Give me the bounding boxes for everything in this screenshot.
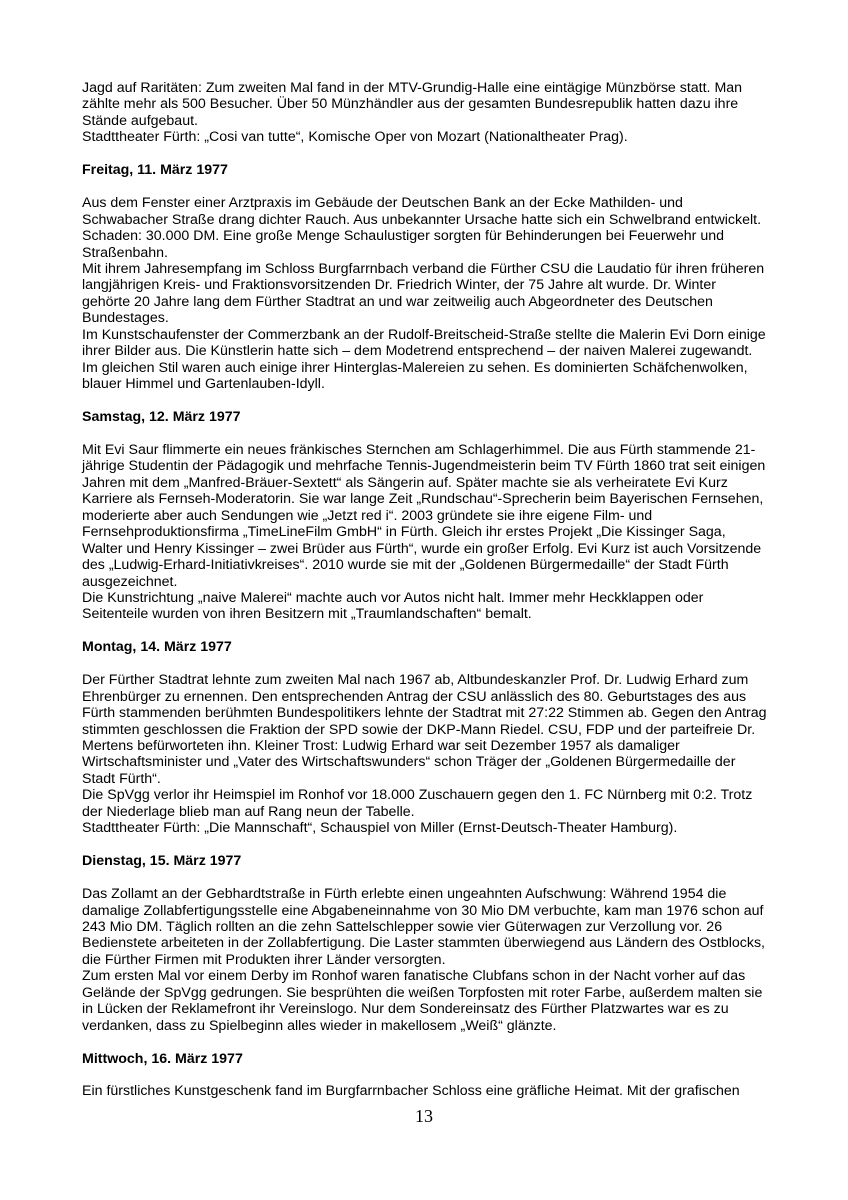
section-heading-samstag-12-maerz-1977: Samstag, 12. März 1977	[82, 409, 241, 426]
paragraph-kunstgeschenk: Ein fürstliches Kunstgeschenk fand im Burgfarrnbacher Schloss eine gräfliche Heimat. Mit der grafischen	[82, 1083, 740, 1100]
paragraph-clubfans-derby: Zum ersten Mal vor einem Derby im Ronhof waren fanatische Clubfans schon in der Nacht vorher auf das Gelände der SpVgg gedrungen. Sie besprühten die weißen Torpfosten mit roter Farbe, außerdem malten sie in Lücken der Reklamefront ihr Vereinslogo. Nur dem Sondereinsatz des Fürther Platzwartes war es zu verdanken, dass zu Spielbeginn alles wieder in makellosem „Weiß“ glänzte.	[82, 968, 763, 1034]
document-content	[82, 80, 768, 1100]
section-heading-freitag-11-maerz-1977: Freitag, 11. März 1977	[82, 162, 228, 179]
paragraph-jahresempfang-csu: Mit ihrem Jahresempfang im Schloss Burgfarrnbach verband die Fürther CSU die Laudatio für ihren früheren langjährigen Kreis- und Fraktionsvorsitzenden Dr. Friedrich Winter, der 75 Jahre alt wurde. Dr. Winter gehörte 20 Jahre lang dem Fürther Stadtrat an und war zeitweilig auch Abgeordneter des Deutschen Bundestages.	[82, 260, 765, 327]
paragraph-stadtrat-erhard: Der Fürther Stadtrat lehnte zum zweiten Mal nach 1967 ab, Altbundeskanzler Prof. Dr. Ludwig Erhard zum Ehrenbürger zu ernennen. Den entsprechenden Antrag der CSU anlässlich des 80. Geburtstages des aus Fürth stammenden berühmten Bundespolitikers lehnte der Stadtrat mit 27:22 Stimmen ab. Gegen den Antrag stimmten geschlossen die Fraktion der SPD sowie der DKP-Mann Riedel. CSU, FDP und der parteifreie Dr. Mertens befürworteten ihn. Kleiner Trost: Ludwig Erhard war seit Dezember 1957 als damaliger Wirtschaftsminister und „Vater des Wirtschaftswunders“ schon Träger der „Goldenen Bürgermedaille der Stadt Fürth“.	[82, 672, 767, 787]
paragraph-kunstschaufenster: Im Kunstschaufenster der Commerzbank an der Rudolf-Breitscheid-Straße stellte die Malerin Evi Dorn einige ihrer Bilder aus. Die Künstlerin hatte sich – dem Modetrend entsprechend – der naiven Malerei zugewandt. Im gleichen Stil waren auch einige ihrer Hinterglas-Malereien zu sehen. Es dominierten Schäfchenwolken, blauer Himmel und Gartenlauben-Idyll.	[82, 326, 766, 393]
paragraph-naive-malerei-autos: Die Kunstrichtung „naive Malerei“ machte auch vor Autos nicht halt. Immer mehr Heckklappen oder Seitenteile wurden von ihren Besitzern mit „Traumlandschaften“ bemalt.	[82, 589, 704, 623]
paragraph-zollamt: Das Zollamt an der Gebhardtstraße in Fürth erlebte einen ungeahnten Aufschwung: Während 1954 die damalige Zollabfertigungsstelle eine Abgabeneinnahme von 30 Mio DM verbuchte, kam man 1976 schon auf 243 Mio DM. Täglich rollten an die zehn Sattelschlepper sowie vier Güterwagen zur Verzollung vor. 26 Bedienstete arbeiteten in der Zollabfertigung. Die Laster stammten überwiegend aus Ländern des Ostblocks, die Fürther Firmen mit Produkten ihrer Länder versorgten.	[82, 886, 765, 968]
paragraph-stadttheater-mannschaft: Stadttheater Fürth: „Die Mannschaft“, Schauspiel von Miller (Ernst-Deutsch-Theater Hamburg).	[82, 820, 678, 837]
paragraph-schwelbrand: Aus dem Fenster einer Arztpraxis im Gebäude der Deutschen Bank an der Ecke Mathilden- und Schwabacher Straße drang dichter Rauch. Aus unbekannter Ursache hatte sich ein Schwelbrand entwickelt. Schaden: 30.000 DM. Eine große Menge Schaulustiger sorgten für Behinderungen bei Feuerwehr und Straßenbahn.	[82, 195, 762, 261]
paragraph-muenzboerse: Jagd auf Raritäten: Zum zweiten Mal fand in der MTV-Grundig-Halle eine eintägige Münzbörse statt. Man zählte mehr als 500 Besucher. Über 50 Münzhändler aus der gesamten Bundesrepublik hatten dazu ihre Stände aufgebaut.	[82, 80, 743, 129]
paragraph-spvgg-heimspiel: Die SpVgg verlor ihr Heimspiel im Ronhof vor 18.000 Zuschauern gegen den 1. FC Nürnberg mit 0:2. Trotz der Niederlage blieb man auf Rang neun der Tabelle.	[82, 787, 753, 820]
section-heading-montag-14-maerz-1977: Montag, 14. März 1977	[82, 639, 232, 656]
section-heading-mittwoch-16-maerz-1977: Mittwoch, 16. März 1977	[82, 1050, 243, 1067]
paragraph-evi-saur: Mit Evi Saur flimmerte ein neues fränkisches Sternchen am Schlagerhimmel. Die aus Fürth stammende 21-jährige Studentin der Pädagogik und mehrfache Tennis-Jugendmeisterin beim TV Fürth 1860 trat seit einigen Jahren mit dem „Manfred-Bräuer-Sextett“ als Sängerin auf. Später machte sie als verheiratete Evi Kurz Karriere als Fernseh-Moderatorin. Sie war lange Zeit „Rundschau“-Sprecherin beim Bayerischen Fernsehen, moderierte aber auch Sendungen wie „Jetzt red i“. 2003 gründete sie ihre eigene Film- und Fernsehproduktionsfirma „TimeLineFilm GmbH“ in Fürth. Gleich ihr erstes Projekt „Die Kissinger Saga, Walter und Henry Kissinger – zwei Brüder aus Fürth“, wurde ein großer Erfolg. Evi Kurz ist auch Vorsitzende des „Ludwig-Erhard-Initiativkreises“. 2010 wurde sie mit der „Goldenen Bürgermedaille“ der Stadt Fürth ausgezeichnet.	[82, 441, 766, 590]
section-heading-dienstag-15-maerz-1977: Dienstag, 15. März 1977	[82, 853, 242, 870]
page-number: 13	[415, 1106, 433, 1126]
paragraph-stadttheater-cosi: Stadttheater Fürth: „Cosi van tutte“, Komische Oper von Mozart (Nationaltheater Prag).	[82, 129, 628, 146]
